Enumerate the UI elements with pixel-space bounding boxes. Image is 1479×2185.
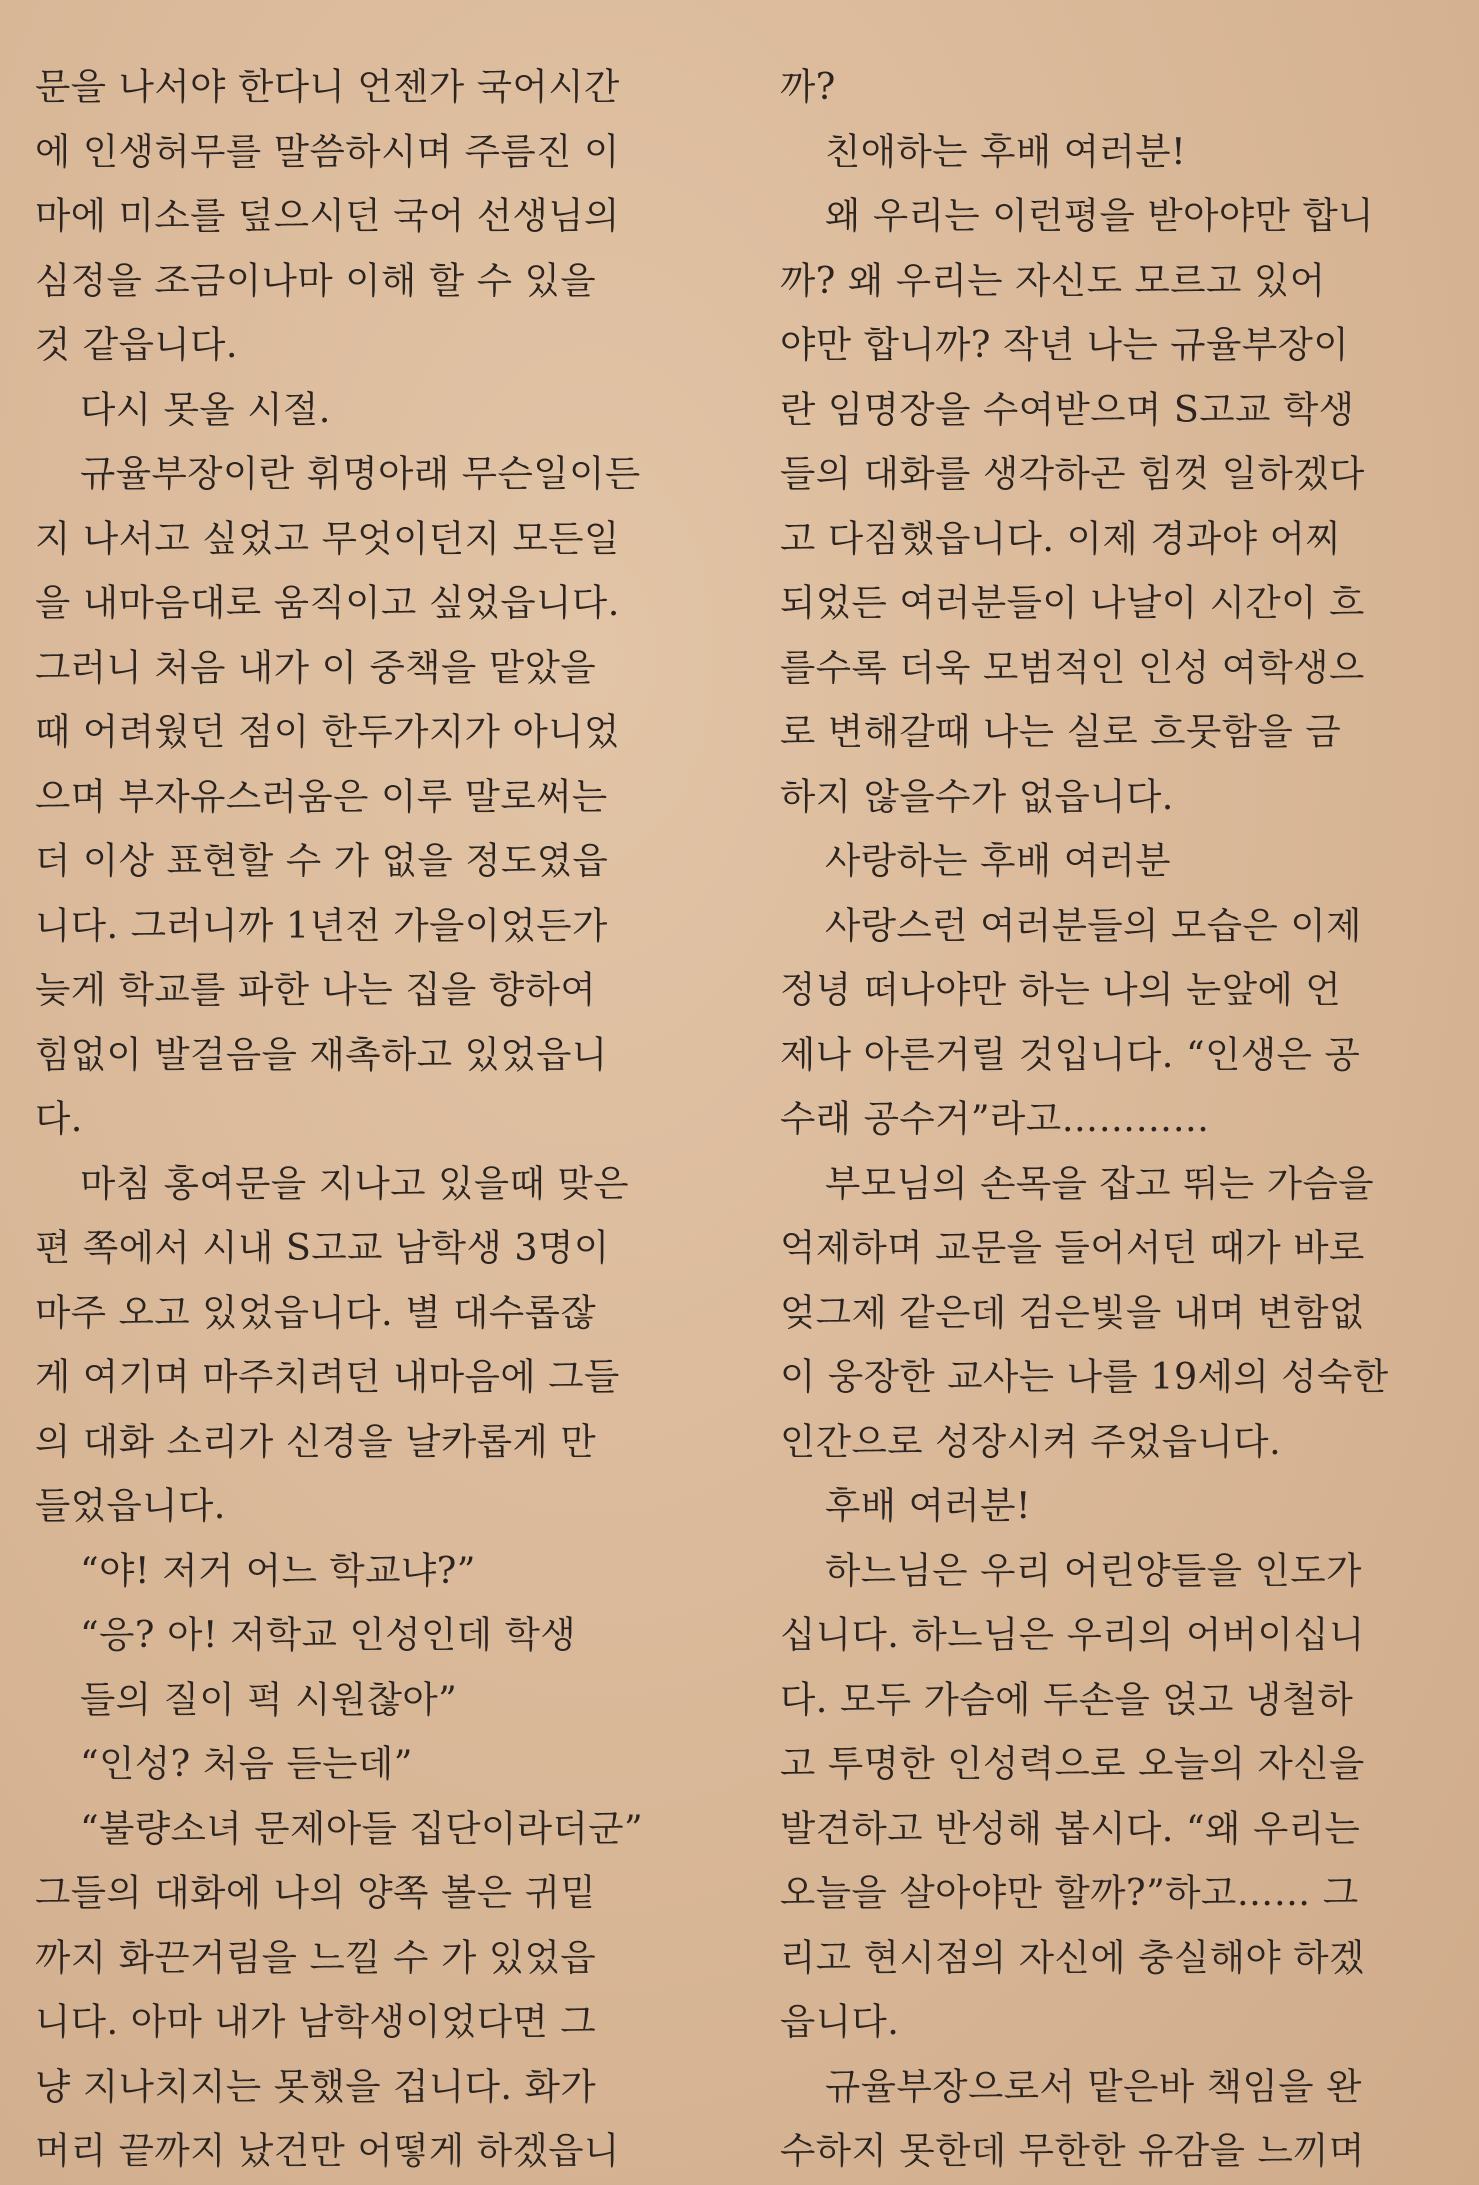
text-line: 발견하고 반성해 봅시다. “왜 우리는 bbox=[780, 1806, 1361, 1850]
text-line: 다. bbox=[35, 1097, 83, 1140]
left-text-column bbox=[35, 55, 725, 2184]
text-line: 머리 끝까지 났건만 어떻게 하겠읍니 bbox=[35, 2129, 620, 2172]
text-line: 하지 않을수가 없읍니다. bbox=[780, 774, 1174, 818]
text-line: 마주 오고 있었읍니다. 별 대수롭잖 bbox=[35, 1290, 597, 1334]
text-line: 그러니 처음 내가 이 중책을 맡았을 bbox=[35, 645, 597, 689]
text-line: 사랑하는 후배 여러분 bbox=[825, 839, 1172, 882]
text-line: 심정을 조금이나마 이해 할 수 있을 bbox=[35, 258, 597, 302]
text-line: 읍니다. bbox=[780, 2000, 900, 2043]
text-line: 사랑스런 여러분들의 모습은 이제 bbox=[825, 903, 1362, 947]
text-line: 십니다. 하느님은 우리의 어버이십니 bbox=[780, 1613, 1365, 1656]
text-line: 문을 나서야 한다니 언젠가 국어시간 bbox=[35, 65, 620, 108]
text-line: 왜 우리는 이런평을 받아야만 합니 bbox=[825, 194, 1375, 237]
text-line: 고 투명한 인성력으로 오늘의 자신을 bbox=[780, 1742, 1365, 1785]
text-line: 엊그제 같은데 검은빛을 내며 변함없 bbox=[780, 1290, 1365, 1334]
text-line: 수하지 못한데 무한한 유감을 느끼며 bbox=[780, 2129, 1365, 2172]
text-line: 더 이상 표현할 수 가 없을 정도였읍 bbox=[35, 839, 609, 882]
text-line: 그들의 대화에 나의 양쪽 볼은 귀밑 bbox=[35, 1871, 597, 1914]
text-line: 까? 왜 우리는 자신도 모르고 있어 bbox=[780, 258, 1326, 302]
text-line: “불량소녀 문제아들 집단이라더군” bbox=[80, 1806, 644, 1850]
text-line: 다시 못올 시절. bbox=[80, 387, 331, 431]
text-line: “응? 아! 저학교 인성인데 학생 bbox=[80, 1613, 577, 1656]
text-line: 억제하며 교문을 들어서던 때가 바로 bbox=[780, 1226, 1365, 1269]
text-line: 다. 모두 가슴에 두손을 얹고 냉철하 bbox=[780, 1677, 1354, 1721]
text-line: 을 내마음대로 움직이고 싶었읍니다. bbox=[35, 581, 620, 624]
text-line: 들의 대화를 생각하곤 힘껏 일하겠다 bbox=[780, 452, 1365, 495]
text-line: 까? bbox=[780, 65, 836, 108]
text-line: 때 어려웠던 점이 한두가지가 아니었 bbox=[35, 710, 620, 753]
text-line: 정녕 떠나야만 하는 나의 눈앞에 언 bbox=[780, 968, 1342, 1011]
text-line: 냥 지나치지는 못했을 겁니다. 화가 bbox=[35, 2064, 597, 2108]
text-line: 편 쪽에서 시내 S고교 남학생 3명이 bbox=[35, 1226, 610, 1269]
text-line: 니다. 그러니까 1년전 가을이었든가 bbox=[35, 903, 608, 947]
text-line: 것 같읍니다. bbox=[35, 323, 238, 366]
text-line: 지 나서고 싶었고 무엇이던지 모든일 bbox=[35, 516, 620, 560]
text-line: 로 변해갈때 나는 실로 흐뭇함을 금 bbox=[780, 710, 1342, 753]
text-line: 들의 질이 퍽 시원찮아” bbox=[80, 1677, 458, 1721]
text-line: 니다. 아마 내가 남학생이었다면 그 bbox=[35, 2000, 597, 2043]
text-line: 를수록 더욱 모범적인 인성 여학생으 bbox=[780, 645, 1365, 689]
text-line: 에 인생허무를 말씀하시며 주름진 이 bbox=[35, 129, 620, 173]
text-line: 친애하는 후배 여러분! bbox=[825, 129, 1187, 173]
text-line: 들었읍니다. bbox=[35, 1484, 226, 1527]
text-line: 인간으로 성장시켜 주었읍니다. bbox=[780, 1419, 1282, 1463]
text-line: 규율부장으로서 맡은바 책임을 완 bbox=[825, 2064, 1362, 2108]
text-line: 늦게 학교를 파한 나는 집을 향하여 bbox=[35, 968, 597, 1011]
text-line: 규율부장이란 휘명아래 무슨일이든 bbox=[80, 452, 641, 495]
text-line: “인성? 처음 듣는데” bbox=[80, 1742, 413, 1785]
text-line: 제나 아른거릴 것입니다. “인생은 공 bbox=[780, 1032, 1361, 1076]
text-line: “야! 저거 어느 학교냐?” bbox=[80, 1548, 476, 1592]
text-line: 으며 부자유스러움은 이루 말로써는 bbox=[35, 774, 608, 818]
text-line: 란 임명장을 수여받으며 S고교 학생 bbox=[780, 387, 1355, 431]
text-line: 리고 현시점의 자신에 충실해야 하겠 bbox=[780, 1935, 1365, 1979]
text-line: 오늘을 살아야만 할까?”하고…… 그 bbox=[780, 1871, 1359, 1914]
right-text-column bbox=[780, 55, 1470, 2184]
text-line: 이 웅장한 교사는 나를 19세의 성숙한 bbox=[780, 1355, 1389, 1398]
text-line: 까지 화끈거림을 느낄 수 가 있었읍 bbox=[35, 1935, 597, 1979]
text-line: 마침 홍여문을 지나고 있을때 맞은 bbox=[80, 1161, 630, 1205]
text-line: 하느님은 우리 어린양들을 인도가 bbox=[825, 1548, 1362, 1592]
text-line: 되었든 여러분들이 나날이 시간이 흐 bbox=[780, 581, 1365, 624]
text-line: 부모님의 손목을 잡고 뛰는 가슴을 bbox=[825, 1161, 1375, 1205]
text-line: 마에 미소를 덮으시던 국어 선생님의 bbox=[35, 194, 620, 237]
text-line: 의 대화 소리가 신경을 날카롭게 만 bbox=[35, 1419, 597, 1463]
text-line: 수래 공수거”라고………… bbox=[780, 1097, 1210, 1140]
text-line: 후배 여러분! bbox=[825, 1484, 1032, 1527]
text-line: 야만 합니까? 작년 나는 규율부장이 bbox=[780, 323, 1350, 366]
text-line: 게 여기며 마주치려던 내마음에 그들 bbox=[35, 1355, 620, 1398]
text-line: 고 다짐했읍니다. 이제 경과야 어찌 bbox=[780, 516, 1342, 560]
text-line: 힘없이 발걸음을 재촉하고 있었읍니 bbox=[35, 1032, 608, 1076]
